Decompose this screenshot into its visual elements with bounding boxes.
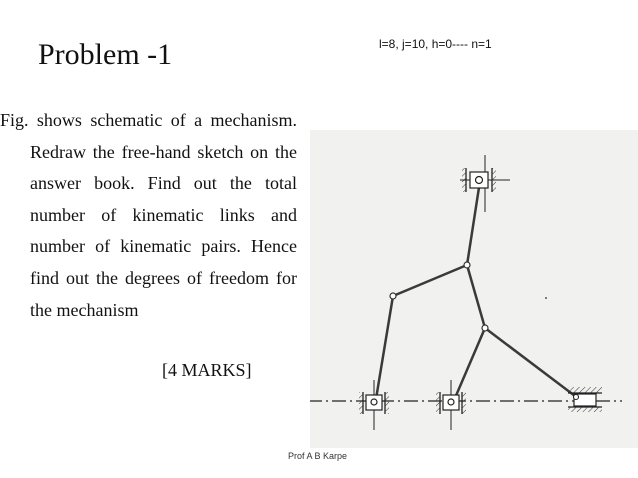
slide-title: Problem -1 [38,38,173,71]
scan-speck [545,297,547,299]
joint-left [390,293,396,299]
mechanism-figure [310,130,638,448]
dof-formula: l=8, j=10, h=0---- n=1 [379,37,492,51]
footer-author: Prof A B Karpe [288,451,348,461]
marks-label: [4 MARKS] [162,360,252,380]
question-text: Fig. shows schematic of a mechanism. Redraw the free-hand sketch on the answer book. Find out the total number of kinematic links and number of kinematic pairs. Hence find out the degrees of freedom for the mechanism [0,110,297,320]
joint-a [464,262,470,268]
joint-c [482,325,488,331]
question-block [0,105,297,326]
